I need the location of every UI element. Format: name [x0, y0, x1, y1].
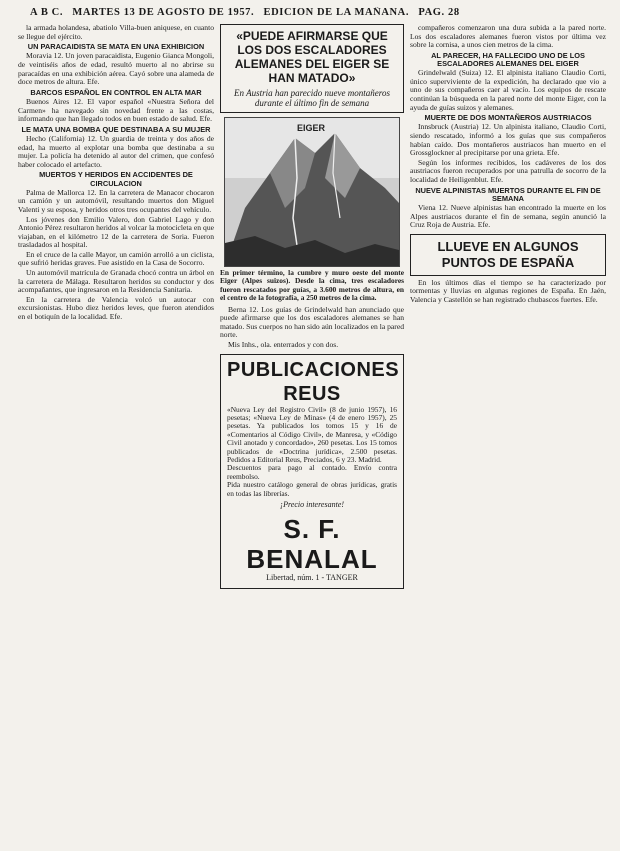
mountain-illustration: [225, 118, 399, 266]
paragraph: Innsbruck (Austria) 12. Un alpinista italiano, Claudio Corti, siendo rescatado, informó a los guías que sus compañeros habían caído. Dos montañeros austriacos han muerto en el Grossglockner al precipitarse por una grieta. Efe.: [410, 122, 606, 158]
paragraph: En la carretera de Valencia volcó un autocar con excursionistas. Hubo diez heridos leves, que fueron atendidos en el botiquín de la localidad. Efe.: [18, 294, 214, 322]
paragraph: compañeros comenzaron una dura subida a la pared norte. Los dos escaladores alemanes fueron vistos por última vez sobre la cornisa, a unos cien metros de la cima.: [410, 24, 606, 50]
headline: UN PARACAIDISTA SE MATA EN UNA EXHIBICION: [27, 42, 205, 52]
advert-title: PUBLICACIONES REUS: [227, 358, 400, 405]
photo-caption: En primer término, la cumbre y muro oeste del monte Eiger (Alpes suizos). Desde la cima, tres escaladores fueron rescatados por guías, a 3.600 metros de altura, en el centro de la fotografía, a 250 metros de la cima.: [220, 268, 404, 303]
eiger-photo: [224, 117, 400, 267]
paragraph: Un automóvil matrícula de Granada chocó contra un árbol en la carretera de Málaga. Resultaron heridos su conductor y dos acompañantes, que ingresaron en la Residencia Sanitaria.: [18, 268, 214, 295]
headline: NUEVE ALPINISTAS MUERTOS DURANTE EL FIN DE SEMANA: [415, 185, 601, 203]
paragraph: Los jóvenes don Emilio Valero, don Gabriel Lago y don Antonio Pérez resultaron heridos al volcar la motocicleta en que viajaban, en el kilómetro 12 de la carretera de Soria. Fueron trasladados al hospital.: [18, 214, 214, 250]
edition-label: EDICION DE LA MAÑANA.: [263, 7, 410, 18]
advert-body: «Nueva Ley del Registro Civil» (8 de junio 1957), 16 pesetas; «Nueva Ley de Minas» (4 de enero 1957), 25 pesetas. Ya publicados los tomos 15 y 16 de «Comentarios al Código Civil», de Manresa, y «Código Civil anotado y concordado», 260 pesetas. Los 15 tomos publicados de «Doctrina jurídica», 2.500 pesetas. Pedidos a Editorial Reus, Preciados, 6 y 23. Madrid.: [227, 404, 397, 465]
photo-label: EIGER: [297, 123, 326, 133]
headline: MUERTE DE DOS MONTAÑEROS AUSTRIACOS: [424, 113, 592, 123]
advert-body: Pida nuestro catálogo general de obras jurídicas, gratis en todas las librerías.: [227, 480, 397, 498]
paragraph: En los últimos días el tiempo se ha caracterizado por tormentas y lluvias en algunas regiones de España. En Jaén, Valencia y Castellón se han registrado chubascos fuertes. Efe.: [410, 277, 606, 304]
headline: BARCOS ESPAÑOL EN CONTROL EN ALTA MAR: [30, 87, 202, 97]
paragraph: Mis Inhs., ola. enterrados y con dos.: [228, 340, 339, 349]
headline: AL PARECER, HA FALLECIDO UNO DE LOS ESCALADORES ALEMANES DEL EIGER: [431, 50, 585, 68]
paragraph: la armada holandesa, abatiolo Villa-buen aniquese, en cuanto se llegue del ejército.: [18, 24, 214, 41]
weather-headline-box: LLUEVE EN ALGUNOS PUNTOS DE ESPAÑA: [410, 234, 606, 276]
newspaper-name: A B C.: [30, 7, 64, 18]
advert-box: [220, 354, 404, 590]
page-header: [30, 7, 602, 21]
eiger-article-box: [220, 24, 404, 113]
eiger-subheadline: En Austria han parecido nueve montañeros durante el último fin de semana: [234, 88, 390, 108]
headline: LE MATA UNA BOMBA QUE DESTINABA A SU MUJER: [21, 124, 211, 134]
paragraph: Berna 12. Los guías de Grindelwald han anunciado que puede afirmarse que los dos escaladores alemanes se han matado. Sus cuerpos no han sido aún localizados en la pared norte.: [220, 304, 404, 340]
advert-body: Descuentos para pago al contado. Envío contra reembolso.: [227, 463, 397, 481]
column-left: [18, 24, 214, 839]
page-number: PAG. 28: [418, 7, 460, 18]
paragraph: Moravia 12. Un joven paracaidista, Eugenio Gianca Mongoli, de veintiséis años de edad, resultó muerto al no abrirse su paracaídas en una exhibición aérea. Cayó sobre una alameda de doce metros de altura. Efe.: [18, 51, 214, 87]
column-center: [220, 24, 404, 839]
headline: MUERTOS Y HERIDOS EN ACCIDENTES DE CIRCULACION: [39, 170, 193, 188]
paragraph: Según los informes recibidos, los cadáveres de los dos austriacos fueron recuperados por una patrulla de socorro de la localidad de Heiligenblut. Efe.: [410, 157, 606, 184]
advert-address: Libertad, núm. 1 - TANGER: [266, 572, 358, 582]
paragraph: Buenos Aires 12. El vapor español «Nuestra Señora del Carmen» ha navegado sin novedad frente a las costas, informando que han llegado todos en buen estado de salud. Efe.: [18, 96, 214, 124]
paragraph: Hecho (California) 12. Un guardia de treinta y dos años de edad, ha muerto al explotar una bomba que destinaba a su mujer. La policía ha detenido al autor del crimen, que confesó haber colocado el artefacto.: [18, 133, 214, 169]
eiger-headline: «PUEDE AFIRMARSE QUE LOS DOS ESCALADORES ALEMANES DEL EIGER SE HAN MATADO»: [234, 29, 390, 85]
advert-tagline: ¡Precio interesante!: [279, 500, 345, 510]
paragraph: Viena 12. Nueve alpinistas han encontrado la muerte en los Alpes austriacos durante el fin de semana, según anunció la Cruz Roja de Austria. Efe.: [410, 202, 606, 230]
column-right: [410, 24, 606, 839]
paragraph: En el cruce de la calle Mayor, un camión arrolló a un ciclista, que sufrió heridas graves. Fue asistido en la Casa de Socorro.: [18, 249, 214, 268]
paragraph: Grindelwald (Suiza) 12. El alpinista italiano Claudio Corti, único superviviente de la expedición, ha declarado que vio a uno de sus compañeros caer al vacío. Los equipos de rescate continúan la búsqueda en la pared norte del monte Eiger, con la ayuda de guías suizos y alemanes.: [410, 68, 606, 112]
paragraph: Palma de Mallorca 12. En la carretera de Manacor chocaron un camión y un automóvil, resultando muertos don Miguel Valenti y su esposa, y heridos otros tres ocupantes del vehículo.: [18, 187, 214, 214]
advert-brand: S. F. BENALAL: [246, 513, 378, 574]
issue-date: MARTES 13 DE AGOSTO DE 1957.: [72, 7, 255, 18]
